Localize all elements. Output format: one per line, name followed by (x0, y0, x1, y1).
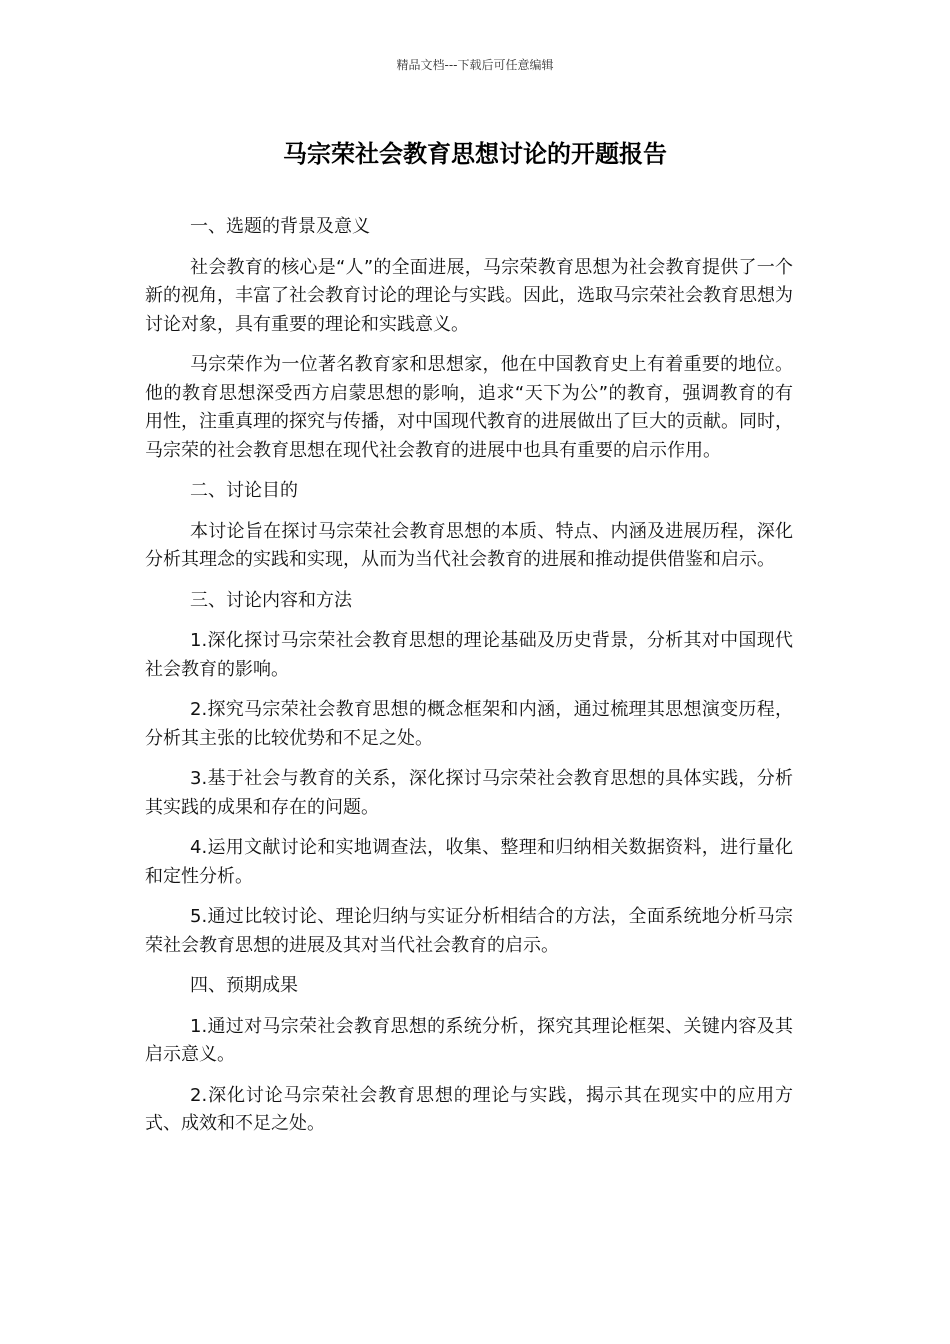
list-item: 3.基于社会与教育的关系，深化探讨马宗荣社会教育思想的具体实践，分析其实践的成果和存在的问题。 (145, 768, 793, 818)
list-item: 5.通过比较讨论、理论归纳与实证分析相结合的方法，全面系统地分析马宗荣社会教育思想的进展及其对当代社会教育的启示。 (145, 906, 793, 956)
section-heading: 四、预期成果 (190, 975, 298, 996)
list-item: 4.运用文献讨论和实地调查法，收集、整理和归纳相关数据资料，进行量化和定性分析。 (145, 837, 793, 887)
section-heading: 一、选题的背景及意义 (190, 216, 370, 237)
section-background (145, 213, 793, 465)
list-item: 1.通过对马宗荣社会教育思想的系统分析，探究其理论框架、关键内容及其启示意义。 (145, 1015, 793, 1065)
list-item: 2.深化讨论马宗荣社会教育思想的理论与实践，揭示其在现实中的应用方式、成效和不足之处。 (145, 1084, 793, 1134)
section-purpose (145, 477, 793, 575)
paragraph: 本讨论旨在探讨马宗荣社会教育思想的本质、特点、内涵及进展历程，深化分析其理念的实践和实现，从而为当代社会教育的进展和推动提供借鉴和启示。 (145, 520, 793, 570)
section-heading: 二、讨论目的 (190, 480, 298, 501)
section-expected-results (145, 972, 793, 1139)
paragraph: 马宗荣作为一位著名教育家和思想家，他在中国教育史上有着重要的地位。他的教育思想深受西方启蒙思想的影响，追求“天下为公”的教育，强调教育的有用性，注重真理的探究与传播，对中国现代教育的进展做出了巨大的贡献。同时，马宗荣的社会教育思想在现代社会教育的进展中也具有重要的启示作用。 (145, 354, 793, 461)
section-heading: 三、讨论内容和方法 (190, 589, 352, 611)
document-title: 马宗荣社会教育思想讨论的开题报告 (283, 140, 667, 168)
paragraph: 社会教育的核心是“人”的全面进展，马宗荣教育思想为社会教育提供了一个新的视角，丰富了社会教育讨论的理论与实践。因此，选取马宗荣社会教育思想为讨论对象，具有重要的理论和实践意义。 (145, 256, 793, 335)
document-body (145, 213, 793, 1151)
header-note: 精品文档---下载后可任意编辑 (396, 58, 554, 72)
list-item: 2.探究马宗荣社会教育思想的概念框架和内涵，通过梳理其思想演变历程，分析其主张的比较优势和不足之处。 (145, 699, 793, 749)
section-content-methods (145, 587, 793, 961)
list-item: 1.深化探讨马宗荣社会教育思想的理论基础及历史背景，分析其对中国现代社会教育的影响。 (145, 630, 793, 680)
